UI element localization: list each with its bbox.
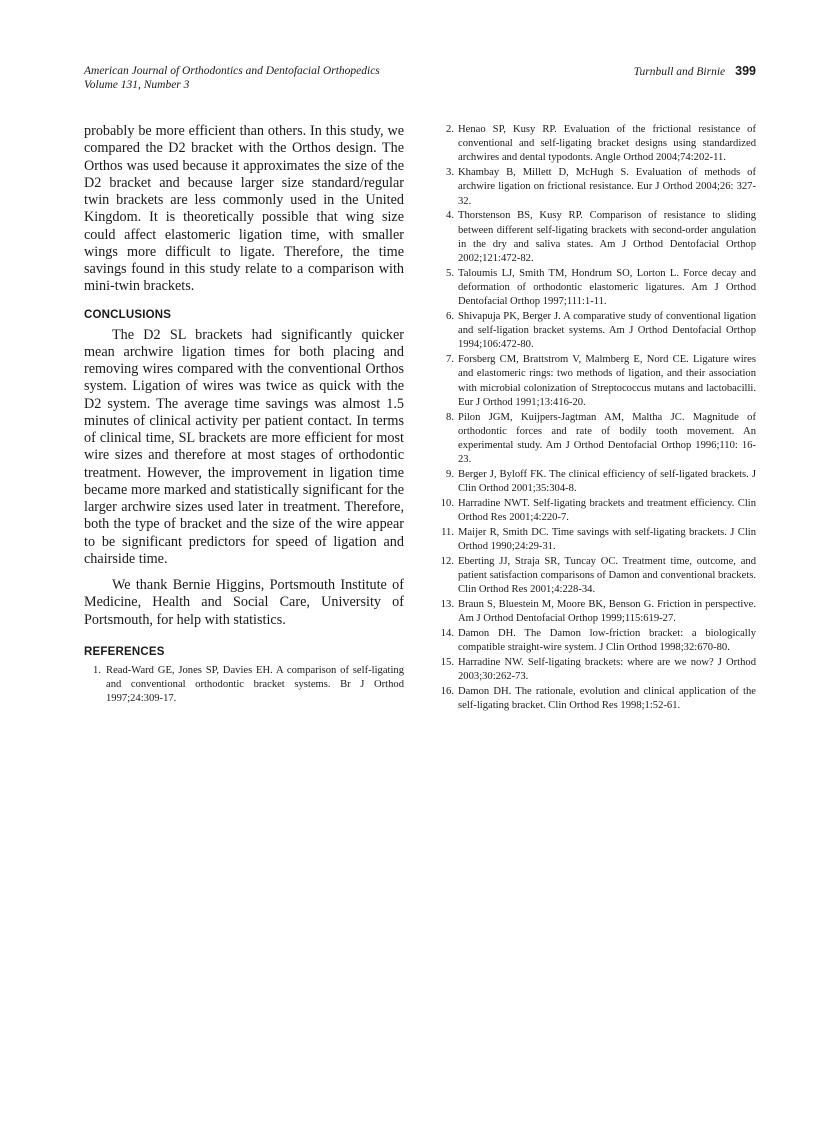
reference-item (440, 267, 756, 310)
reference-text: Pilon JGM, Kuijpers-Jagtman AM, Maltha JC. Magnitude of orthodontic forces and rate of bodily tooth movement. An experimental study. Am J Orthod Dentofacial Orthop 1996;110: 16-23. (458, 411, 756, 466)
reference-item (440, 353, 756, 410)
reference-list-left (84, 664, 404, 707)
reference-text: Damon DH. The Damon low-friction bracket: a biologically compatible straight-wire system. J Clin Orthod 1998;32:670-80. (458, 628, 756, 654)
reference-text: Harradine NW. Self-ligating brackets: where are we now? J Orthod 2003;30:262-73. (458, 657, 756, 683)
reference-text: Berger J, Byloff FK. The clinical efficiency of self-ligated brackets. J Clin Orthod 2001;35:304-8. (458, 469, 756, 495)
reference-item (84, 664, 404, 707)
reference-list-right (440, 123, 756, 714)
reference-item (440, 526, 756, 554)
reference-item (440, 411, 756, 468)
reference-number: 6. (446, 311, 454, 323)
reference-number: 1. (93, 664, 101, 676)
reference-number: 2. (446, 124, 454, 135)
reference-text: Khambay B, Millett D, McHugh S. Evaluation of methods of archwire ligation on frictional resistance. Eur J Orthod 2004;26: 327-32. (458, 167, 756, 207)
reference-text: Shivapuja PK, Berger J. A comparative study of conventional ligation and self-ligation bracket systems. Am J Orthod Dentofacial Orthop 1994;106:472-80. (458, 311, 756, 351)
reference-item (440, 310, 756, 353)
reference-item (440, 656, 756, 684)
page-number: 399 (735, 64, 756, 78)
reference-number: 12. (440, 556, 454, 568)
conclusions-paragraph: The D2 SL brackets had significantly quicker mean archwire ligation times for both placing and removing wires compared with the conventional Orthos system. Ligation of wires was twice as quick with the D2 system. The average time savings was almost 1.5 minutes of clinical activity per patient contact. In terms of clinical time, SL brackets are more efficient for most wire sizes and therefore at most stages of orthodontic treatment. However, the improvement in ligation time became more marked and statistically significant for the larger archwire sizes used later in treatment. Therefore, both the type of bracket and the size of the wire appear to be significant predictors for speed of ligation and chairside time. (84, 326, 404, 567)
reference-number: 10. (440, 498, 454, 510)
reference-number: 4. (446, 210, 454, 222)
journal-volume: Volume 131, Number 3 (84, 79, 190, 91)
conclusions-heading: CONCLUSIONS (84, 308, 172, 321)
reference-text: Read-Ward GE, Jones SP, Davies EH. A comparison of self-ligating and conventional orthodontic bracket systems. Br J Orthod 1997;24:309-17. (106, 664, 404, 705)
reference-item (440, 123, 756, 166)
running-header-right (634, 64, 756, 79)
reference-number: 7. (446, 354, 454, 366)
reference-text: Damon DH. The rationale, evolution and clinical application of the self-ligating bracket. Clin Orthod Res 1998;1:52-61. (458, 686, 756, 712)
reference-number: 13. (440, 599, 454, 611)
reference-item (440, 209, 756, 266)
reference-number: 15. (440, 657, 454, 669)
reference-item (440, 598, 756, 626)
reference-text: Taloumis LJ, Smith TM, Hondrum SO, Lorton L. Force decay and deformation of orthodontic elastomeric ligatures. Am J Orthod Dentofacial Orthop 1997;111:1-11. (458, 267, 756, 308)
references-heading: REFERENCES (84, 645, 165, 658)
running-header-left (84, 64, 380, 92)
reference-text: Forsberg CM, Brattstrom V, Malmberg E, Nord CE. Ligature wires and elastomeric rings: two methods of ligation, and their association with microbial colonization of Streptococcus mutans and lactobacilli. Eur J Orthod 1991;13:416-20. (458, 354, 756, 408)
reference-text: Thorstenson BS, Kusy RP. Comparison of resistance to sliding between different self-ligating brackets with second-order angulation in the dry and saliva states. Am J Orthod Dentofacial Orthop 2002;121:472-82. (458, 210, 756, 265)
reference-item (440, 555, 756, 598)
acknowledgment-paragraph: We thank Bernie Higgins, Portsmouth Institute of Medicine, Health and Social Care, University of Portsmouth, for help with statistics. (84, 577, 404, 628)
reference-item (440, 497, 756, 525)
reference-item (440, 627, 756, 655)
right-column (440, 123, 756, 714)
reference-number: 9. (446, 469, 454, 481)
reference-text: Henao SP, Kusy RP. Evaluation of the frictional resistance of conventional and self-ligating bracket designs using standardized archwires and dental typodonts. Angle Orthod 2004;74:202-11. (458, 124, 756, 164)
reference-number: 5. (446, 267, 454, 279)
reference-text: Harradine NWT. Self-ligating brackets and treatment efficiency. Clin Orthod Res 2001;4:220-7. (458, 498, 756, 524)
running-authors: Turnbull and Birnie (633, 66, 726, 78)
reference-text: Braun S, Bluestein M, Moore BK, Benson G. Friction in perspective. Am J Orthod Dentofacial Orthop 1999;115:619-27. (458, 599, 756, 625)
reference-item (440, 468, 756, 496)
reference-number: 11. (441, 527, 454, 539)
reference-item (440, 166, 756, 209)
reference-number: 8. (446, 411, 454, 423)
reference-number: 16. (440, 686, 454, 698)
reference-text: Eberting JJ, Straja SR, Tuncay OC. Treatment time, outcome, and patient satisfaction comparisons of Damon and conventional brackets. Clin Orthod Res 2001;4:228-34. (458, 556, 756, 596)
journal-title: American Journal of Orthodontics and Dentofacial Orthopedics (84, 65, 380, 77)
reference-number: 14. (440, 628, 454, 640)
reference-number: 3. (446, 167, 454, 179)
discussion-paragraph: probably be more efficient than others. In this study, we compared the D2 bracket with the Orthos design. The Orthos was used because it approximates the size of the D2 bracket and because larger size standard/regular twin brackets are less commonly used in the United Kingdom. It is theoretically possible that wing size could affect elastomeric ligation time, with smaller wings more difficult to ligate. Therefore, the time savings found in this study relate to a comparison with mini-twin brackets. (84, 123, 404, 295)
reference-item (440, 685, 756, 713)
reference-text: Maijer R, Smith DC. Time savings with self-ligating brackets. J Clin Orthod 1990;24:29-31. (458, 527, 756, 553)
left-column (84, 123, 404, 707)
